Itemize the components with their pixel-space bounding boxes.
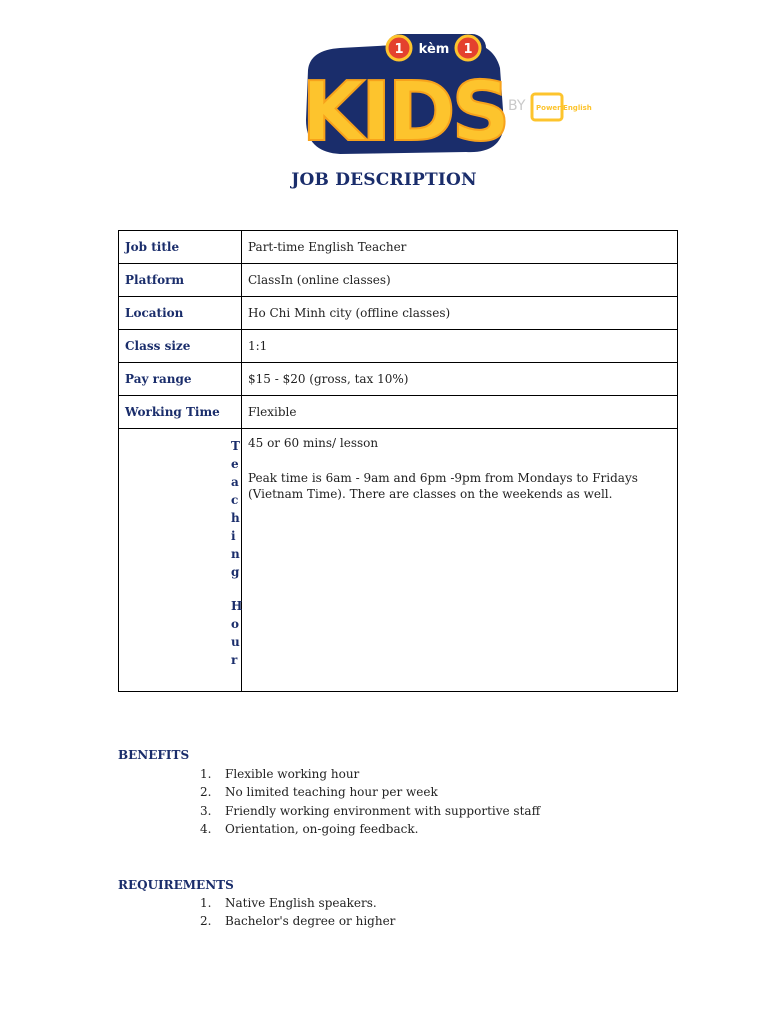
list-item: 1. Flexible working hour — [200, 767, 360, 781]
peak-time-note: Peak time is 6am - 9am and 6pm -9pm from Mondays to Fridays (Vietnam Time). There are classes on the weekends as well. — [248, 471, 638, 501]
badge-bar — [386, 34, 486, 62]
location-value: Ho Chi Minh city (offline classes) — [242, 297, 678, 330]
job-details-table — [118, 230, 678, 692]
benefits-heading: BENEFITS — [118, 748, 190, 762]
working-time-label: Working Time — [119, 396, 242, 429]
list-item: 3. Friendly working environment with supportive staff — [200, 803, 541, 818]
by-text: BY — [508, 98, 526, 114]
teaching-hour-letters: T e a c h i n g H o u r — [231, 439, 243, 667]
badge-left-number: 1 — [394, 42, 404, 57]
requirements-heading: REQUIREMENTS — [118, 878, 234, 892]
partner-name: Power English — [536, 104, 592, 112]
list-item: 1. Native English speakers. — [200, 896, 377, 910]
job-title-value: Part-time English Teacher — [242, 231, 678, 264]
pay-range-value: $15 - $20 (gross, tax 10%) — [242, 363, 678, 396]
badge-right-number: 1 — [463, 42, 473, 57]
table-row — [119, 363, 678, 396]
power-english-logo — [532, 94, 592, 120]
list-item: 4. Orientation, on-going feedback. — [200, 821, 419, 836]
table-row — [119, 231, 678, 264]
table-row — [119, 297, 678, 330]
platform-label: Platform — [119, 264, 242, 297]
table-row — [119, 264, 678, 297]
lesson-length: 45 or 60 mins/ lesson — [248, 436, 379, 450]
pay-range-label: Pay range — [119, 363, 242, 396]
requirements-list — [200, 894, 395, 931]
platform-value: ClassIn (online classes) — [242, 264, 678, 297]
working-time-value: Flexible — [242, 396, 678, 429]
class-size-value: 1:1 — [242, 330, 678, 363]
badge-word: kèm — [418, 42, 450, 57]
list-item: 2. No limited teaching hour per week — [200, 785, 438, 800]
kids-logo — [300, 28, 640, 158]
list-item: 2. Bachelor's degree or higher — [200, 914, 396, 929]
teaching-hour-value — [242, 429, 678, 692]
kids-wordmark: KIDS — [301, 65, 507, 158]
teaching-hour-label — [119, 429, 242, 692]
benefits-list — [200, 765, 540, 838]
page-title: JOB DESCRIPTION — [291, 170, 477, 190]
table-row — [119, 429, 678, 692]
table-row — [119, 330, 678, 363]
location-label: Location — [119, 297, 242, 330]
class-size-label: Class size — [119, 330, 242, 363]
job-title-label: Job title — [119, 231, 242, 264]
table-row — [119, 396, 678, 429]
